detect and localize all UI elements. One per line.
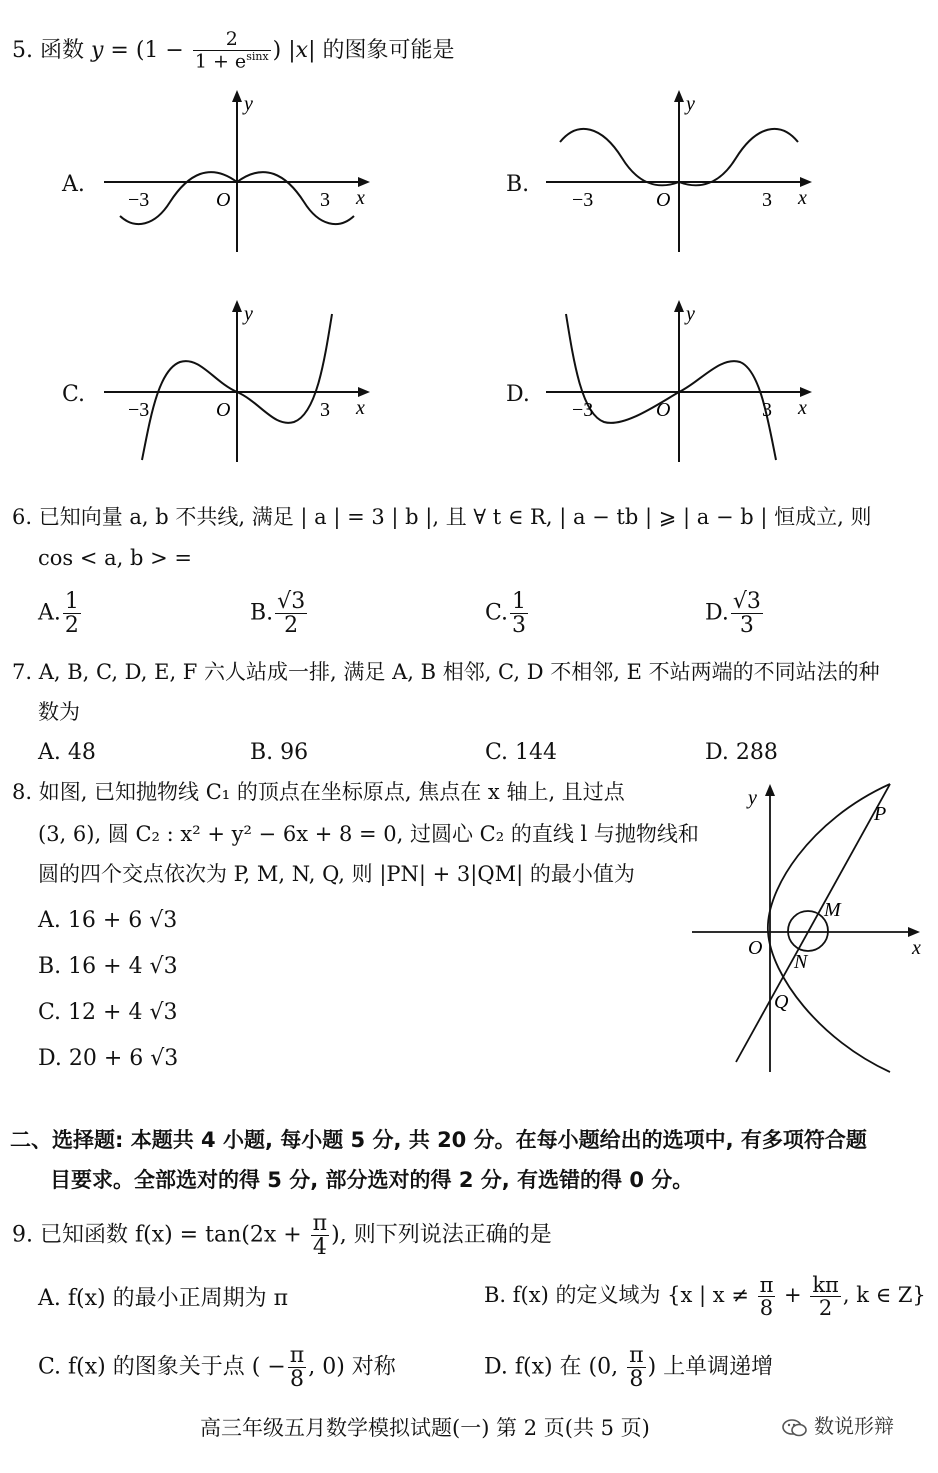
watermark: 数说形辩 — [782, 1414, 894, 1438]
origin-label: O — [656, 189, 671, 211]
q8-option-c[interactable]: C. 12 + 4 √3 — [38, 1000, 178, 1025]
tick-pos-label: 3 — [320, 399, 330, 421]
q7-option-c[interactable]: C. 144 — [485, 740, 558, 765]
fig-n-label: N — [794, 951, 808, 973]
q9-option-d[interactable]: D. f(x) 在 (0, $\frac{\pi}{8}$ ) 上单调递增 — [484, 1343, 774, 1393]
axis-x-label: x — [798, 187, 807, 209]
tick-pos-label: 3 — [320, 189, 330, 211]
axis-y-label: y — [244, 93, 253, 115]
q5-graph-a[interactable] — [100, 90, 380, 260]
origin-label: O — [216, 399, 231, 421]
axis-x-label: x — [356, 397, 365, 419]
q9-stem: 9. 已知函数 f(x) = tan(2x + $\frac{\pi}{4}$ ), 则下列说法正确的是 — [12, 1211, 552, 1261]
tick-pos-label: 3 — [762, 189, 772, 211]
y-arrow-icon — [232, 300, 242, 312]
section2-heading-line2: 目要求。全部选对的得 5 分, 部分选对的得 2 分, 有选错的得 0 分。 — [50, 1168, 694, 1192]
q9-option-a[interactable]: A. f(x) 的最小正周期为 π — [38, 1286, 289, 1311]
y-arrow-icon — [232, 90, 242, 102]
q8-stem-line2: (3, 6), 圆 C₂ : x² + y² − 6x + 8 = 0, 过圆心 C₂ 的直线 l 与抛物线和 — [38, 822, 699, 846]
axis-x-label: x — [356, 187, 365, 209]
origin-label: O — [216, 189, 231, 211]
q6-option-d[interactable]: D. $\frac{√3}{3}$ — [705, 589, 761, 639]
q5-fraction: $\frac{2}{1 + e^{sinx}}$ — [194, 28, 269, 73]
axis-x-label: x — [798, 397, 807, 419]
line-l — [736, 784, 890, 1062]
origin-label: O — [656, 399, 671, 421]
fig-origin-label: O — [748, 937, 763, 959]
q5-option-c-label[interactable]: C. — [62, 382, 86, 407]
fig-y-label: y — [748, 787, 757, 809]
q9-option-c[interactable]: C. f(x) 的图象关于点 ( − $\frac{\pi}{8}$ , 0) 对称 — [38, 1343, 396, 1393]
q9-option-b[interactable]: B. f(x) 的定义域为 {x | x ≠ $\frac{\pi}{8}$ + $\frac{k\pi}{2}$ , k ∈ Z} — [484, 1273, 926, 1321]
tick-neg-label: −3 — [128, 399, 150, 421]
q6-option-c[interactable]: C. $\frac{1}{3}$ — [485, 589, 527, 639]
tick-neg-label: −3 — [572, 189, 594, 211]
x-arrow-icon — [800, 177, 812, 187]
axis-y-label: y — [686, 93, 695, 115]
fig-p-label: P — [874, 803, 887, 825]
q7-stem-line1: 7. A, B, C, D, E, F 六人站成一排, 满足 A, B 相邻, C, D 不相邻, E 不站两端的不同站法的种 — [12, 660, 880, 684]
q7-option-b[interactable]: B. 96 — [250, 740, 309, 765]
q7-stem-line2: 数为 — [38, 700, 80, 724]
x-arrow-icon — [358, 177, 370, 187]
q6-option-b[interactable]: B. $\frac{√3}{2}$ — [250, 589, 306, 639]
page-footer: 高三年级五月数学模拟试题(一) 第 2 页(共 5 页) — [200, 1416, 650, 1440]
axis-y-label: y — [686, 303, 695, 325]
q5-graph-d[interactable] — [542, 300, 822, 470]
parabola — [768, 784, 890, 1072]
q5-graph-c[interactable] — [100, 300, 380, 470]
q5-option-d-label[interactable]: D. — [506, 382, 530, 407]
section2-heading-line1: 二、选择题: 本题共 4 小题, 每小题 5 分, 共 20 分。在每小题给出的选项中, 有多项符合题 — [10, 1128, 867, 1152]
q6-stem-line1: 6. 已知向量 a, b 不共线, 满足 | a | = 3 | b |, 且 ∀ t ∈ R, | a − tb | ⩾ | a − b | 恒成立, 则 — [12, 505, 872, 529]
q7-option-a[interactable]: A. 48 — [38, 740, 96, 765]
q5-graph-b[interactable] — [542, 90, 822, 260]
q5-option-a-label[interactable]: A. — [62, 172, 85, 197]
x-arrow-icon — [358, 387, 370, 397]
q8-stem-line1: 8. 如图, 已知抛物线 C₁ 的顶点在坐标原点, 焦点在 x 轴上, 且过点 — [12, 780, 625, 804]
y-arrow-icon — [674, 90, 684, 102]
q8-option-b[interactable]: B. 16 + 4 √3 — [38, 954, 178, 979]
x-arrow-icon — [908, 927, 920, 937]
q8-option-d[interactable]: D. 20 + 6 √3 — [38, 1046, 179, 1071]
q5-stem: 5. 函数 y = (1 − $\frac{2}{1 + e^{sinx}}$ ) |x| 的图象可能是 — [12, 28, 455, 73]
q8-option-a[interactable]: A. 16 + 6 √3 — [38, 908, 178, 933]
q6-option-a[interactable]: A. $\frac{1}{2}$ — [38, 589, 79, 639]
fig-m-label: M — [824, 899, 841, 921]
y-arrow-icon — [674, 300, 684, 312]
q6-stem-line2: cos < a, b > = — [38, 546, 192, 570]
q8-stem-line3: 圆的四个交点依次为 P, M, N, Q, 则 |PN| + 3|QM| 的最小值为 — [38, 862, 635, 886]
y-arrow-icon — [765, 784, 775, 796]
curve — [566, 314, 776, 460]
tick-neg-label: −3 — [572, 399, 594, 421]
q7-option-d[interactable]: D. 288 — [705, 740, 778, 765]
tick-pos-label: 3 — [762, 399, 772, 421]
x-arrow-icon — [800, 387, 812, 397]
fig-q-label: Q — [774, 991, 789, 1013]
q5-option-b-label[interactable]: B. — [506, 172, 530, 197]
wechat-icon — [782, 1418, 808, 1438]
q8-figure — [690, 780, 935, 1080]
tick-neg-label: −3 — [128, 189, 150, 211]
fig-x-label: x — [912, 937, 921, 959]
axis-y-label: y — [244, 303, 253, 325]
